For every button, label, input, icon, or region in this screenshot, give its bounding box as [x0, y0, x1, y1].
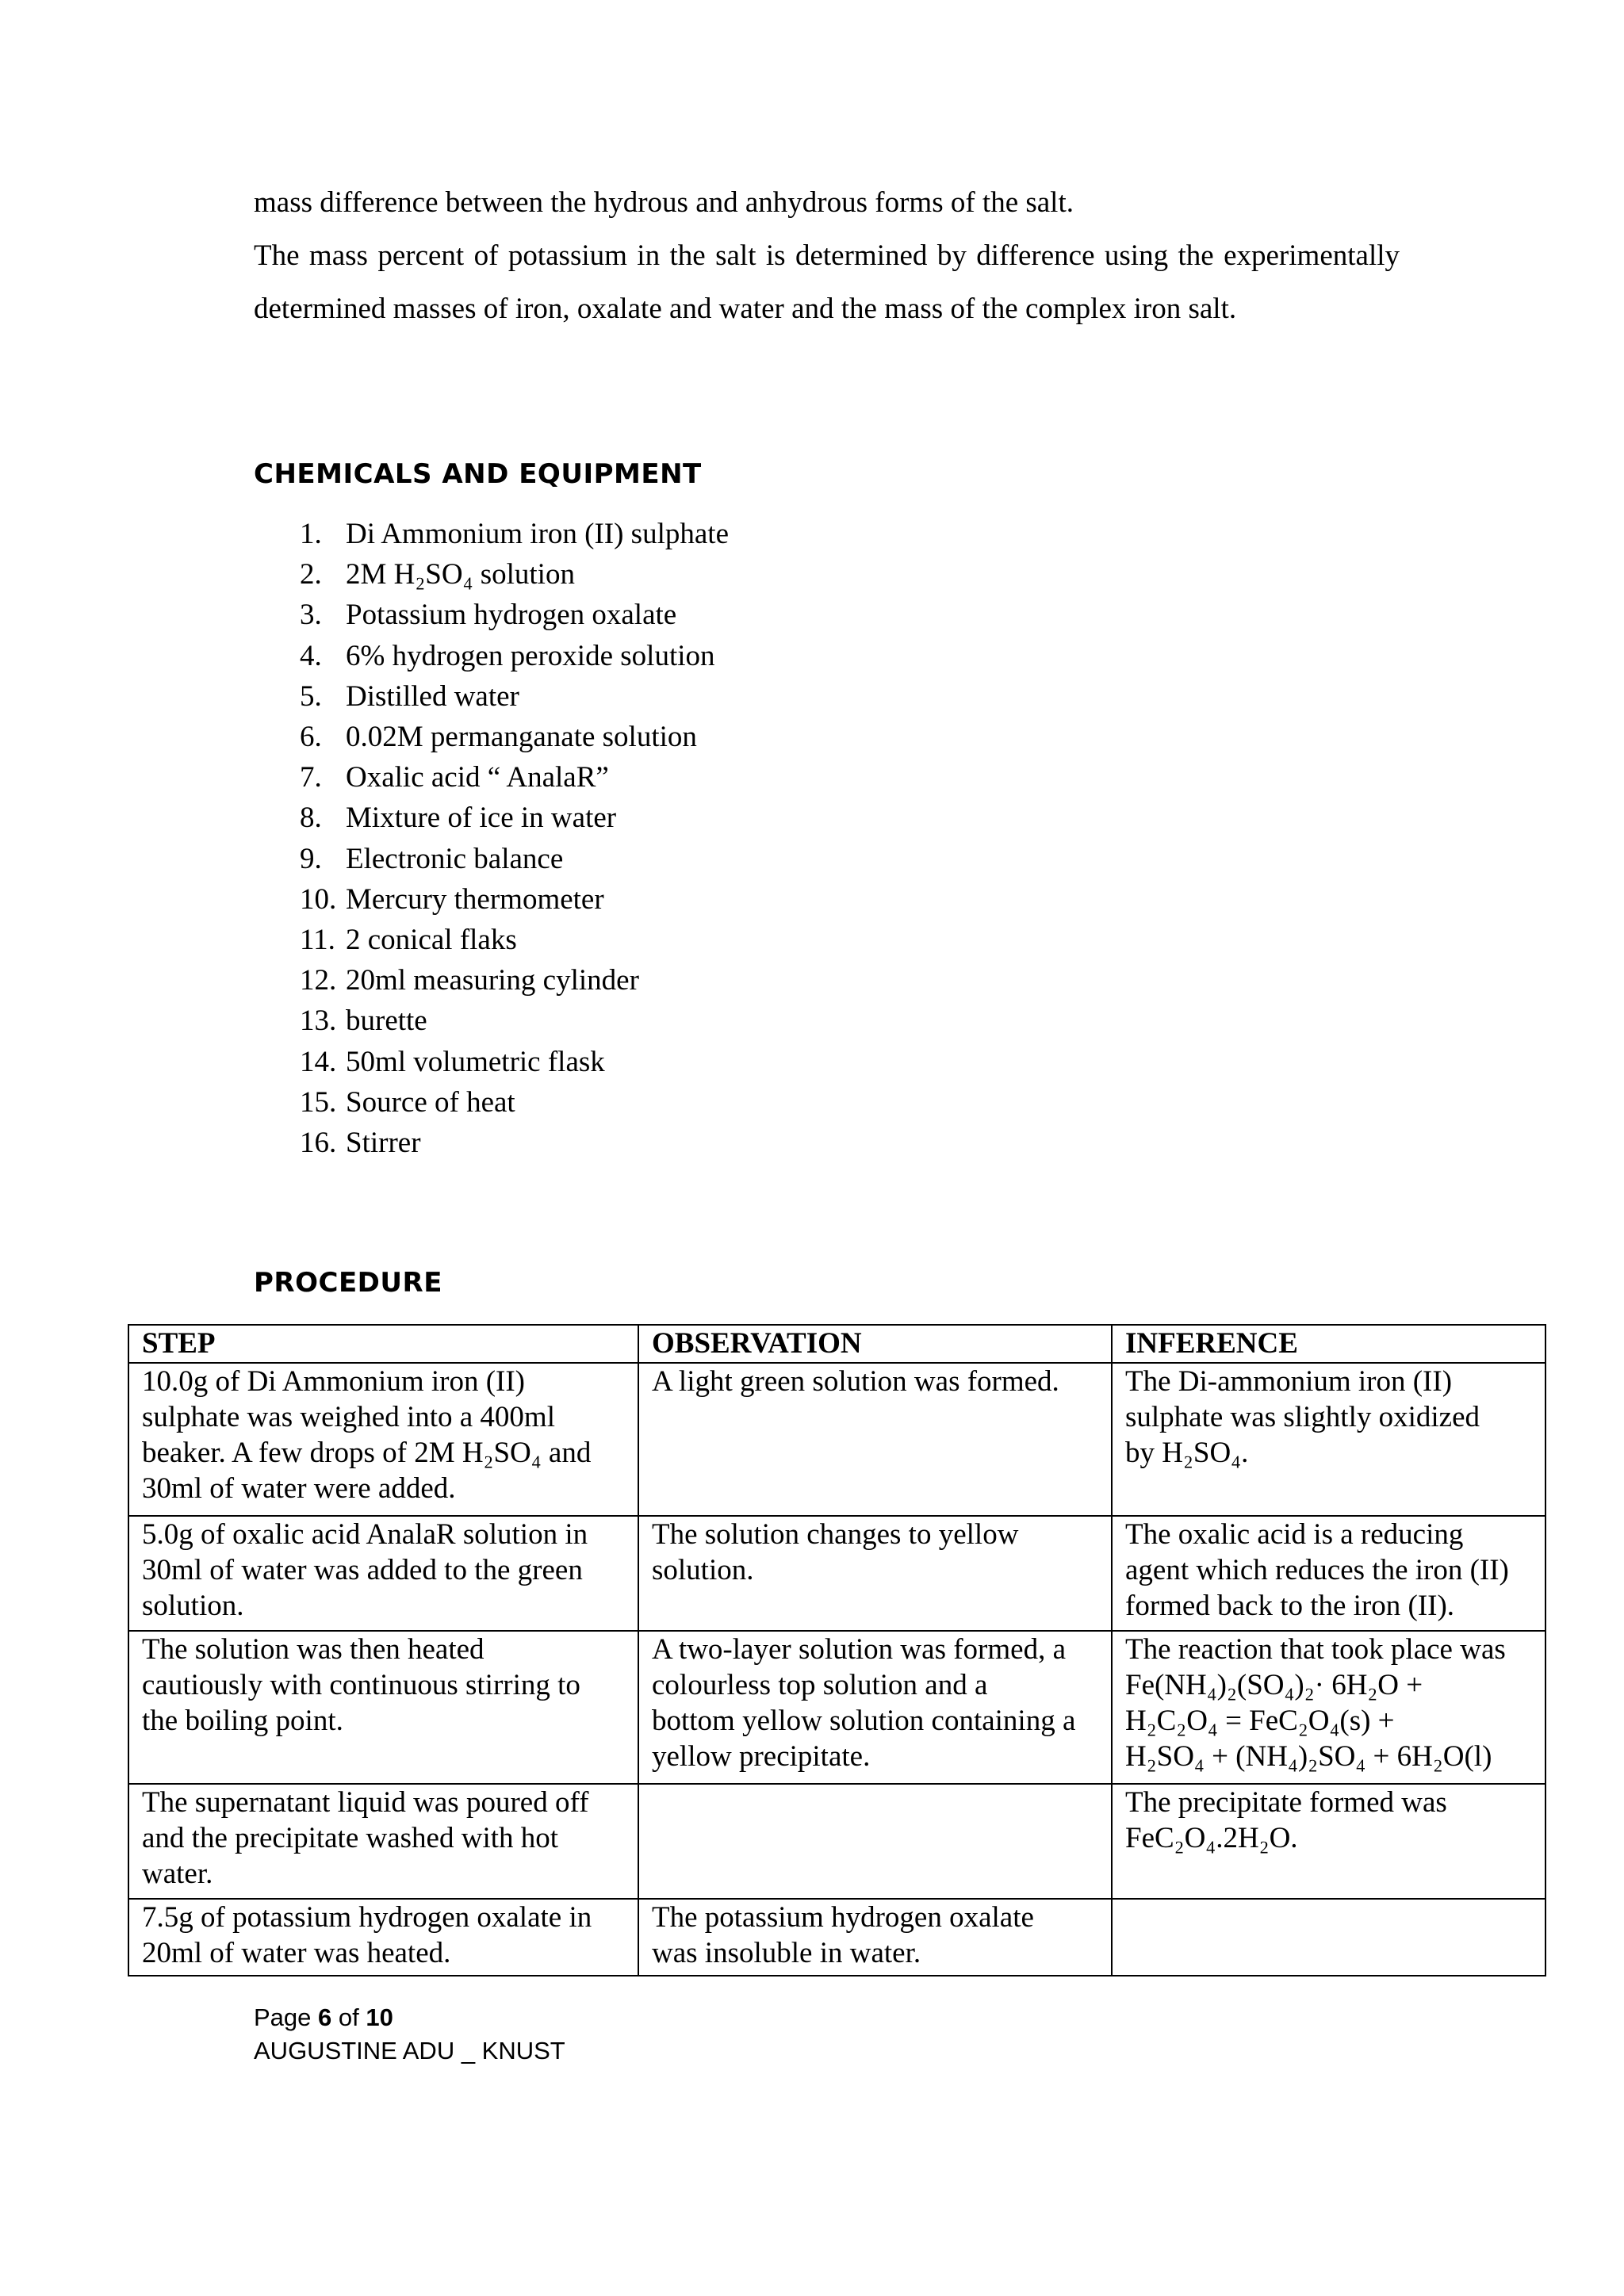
- page-number: [254, 2001, 565, 2034]
- of-word: of: [338, 2003, 359, 2031]
- cell-observation: [638, 1631, 1112, 1784]
- cell-text-line: The precipitate formed was: [1125, 1786, 1447, 1819]
- cell-text-line: 10.0g of Di Ammonium iron (II): [142, 1365, 526, 1398]
- cell-text-line: Fe(NH₄)₂(SO₄)₂· 6H₂O +: [1125, 1669, 1423, 1701]
- list-item-text: Potassium hydrogen oxalate: [346, 599, 677, 632]
- list-item-text: Mixture of ice in water: [346, 802, 617, 835]
- cell-text-line: 7.5g of potassium hydrogen oxalate in: [142, 1901, 592, 1934]
- cell-text-line: sulphate was slightly oxidized: [1125, 1401, 1480, 1433]
- list-item: [300, 554, 729, 595]
- cell-inference: [1112, 1631, 1545, 1784]
- list-item: [300, 676, 729, 717]
- cell-text-line: sulphate was weighed into a 400ml: [142, 1401, 555, 1433]
- list-item-text: 20ml measuring cylinder: [346, 964, 639, 997]
- list-item-number: 2.: [300, 558, 322, 591]
- list-item: [300, 1123, 729, 1163]
- cell-text-line: bottom yellow solution containing a: [652, 1705, 1076, 1737]
- cell-text-line: by H₂SO₄.: [1125, 1437, 1249, 1469]
- page-total: 10: [366, 2003, 393, 2031]
- cell-step: [128, 1363, 638, 1516]
- list-item: [300, 717, 729, 757]
- cell-text-line: water.: [142, 1858, 213, 1890]
- column-header-inference: INFERENCE: [1112, 1325, 1545, 1363]
- cell-observation: [638, 1363, 1112, 1516]
- cell-text-line: beaker. A few drops of 2M H₂SO₄ and: [142, 1437, 592, 1469]
- page-word: Page: [254, 2003, 312, 2031]
- cell-inference: [1112, 1516, 1545, 1631]
- cell-step: [128, 1516, 638, 1631]
- list-item: [300, 636, 729, 676]
- cell-text-line: The reaction that took place was: [1125, 1633, 1506, 1666]
- list-item: [300, 839, 729, 879]
- page-current: 6: [318, 2003, 332, 2031]
- cell-text-line: 30ml of water was added to the green: [142, 1554, 583, 1586]
- list-item: [300, 960, 729, 1001]
- column-header-step: STEP: [128, 1325, 638, 1363]
- list-item: [300, 920, 729, 960]
- cell-observation: [638, 1516, 1112, 1631]
- list-item: [300, 879, 729, 920]
- cell-text-line: H₂SO₄ + (NH₄)₂SO₄ + 6H₂O(l): [1125, 1740, 1492, 1773]
- author-line: AUGUSTINE ADU _ KNUST: [254, 2037, 565, 2064]
- cell-text-line: solution.: [142, 1590, 244, 1622]
- list-item-text: 2 conical flaks: [346, 924, 517, 957]
- cell-text-line: solution.: [652, 1554, 754, 1586]
- cell-text-line: agent which reduces the iron (II): [1125, 1554, 1509, 1586]
- cell-text-line: The solution was then heated: [142, 1633, 485, 1666]
- list-item: [300, 595, 729, 635]
- cell-text-line: colourless top solution and a: [652, 1669, 988, 1701]
- cell-observation: [638, 1899, 1112, 1976]
- cell-text-line: The Di-ammonium iron (II): [1125, 1365, 1453, 1398]
- list-item-number: 9.: [300, 842, 322, 875]
- intro-line-1: mass difference between the hydrous and anhydrous forms of the salt.: [254, 186, 1074, 219]
- table-header-row: [128, 1325, 1545, 1363]
- list-item-number: 12.: [300, 964, 337, 997]
- list-item-text: 2M H₂SO₄ solution: [346, 558, 575, 591]
- cell-text-line: was insoluble in water.: [652, 1937, 921, 1969]
- list-item-text: 0.02M permanganate solution: [346, 721, 697, 754]
- list-item-number: 7.: [300, 761, 322, 794]
- equipment-list: [300, 514, 729, 1163]
- page-footer: [254, 2001, 565, 2068]
- cell-step: [128, 1631, 638, 1784]
- procedure-table: [128, 1324, 1546, 1976]
- list-item-number: 14.: [300, 1045, 337, 1078]
- list-item-text: Oxalic acid “ AnalaR”: [346, 761, 609, 794]
- list-item-number: 6.: [300, 721, 322, 754]
- list-item-text: 50ml volumetric flask: [346, 1045, 605, 1078]
- list-item-number: 1.: [300, 518, 322, 550]
- cell-observation: [638, 1784, 1112, 1899]
- procedure-heading: PROCEDURE: [254, 1267, 442, 1299]
- cell-text-line: The supernatant liquid was poured off: [142, 1786, 589, 1819]
- list-item-text: Source of heat: [346, 1085, 515, 1119]
- cell-text-line: A light green solution was formed.: [652, 1365, 1059, 1398]
- cell-text-line: yellow precipitate.: [652, 1740, 871, 1773]
- cell-text-line: FeC₂O₄.2H₂O.: [1125, 1822, 1298, 1854]
- cell-text-line: cautiously with continuous stirring to: [142, 1669, 580, 1701]
- list-item-number: 13.: [300, 1004, 337, 1038]
- list-item-number: 15.: [300, 1085, 337, 1119]
- cell-inference: [1112, 1784, 1545, 1899]
- list-item-text: Distilled water: [346, 679, 519, 713]
- list-item-number: 3.: [300, 599, 322, 632]
- table-row: [128, 1363, 1545, 1516]
- list-item-number: 16.: [300, 1127, 337, 1160]
- cell-inference: [1112, 1899, 1545, 1976]
- table-row: [128, 1631, 1545, 1784]
- cell-text-line: A two-layer solution was formed, a: [652, 1633, 1066, 1666]
- table-row: [128, 1784, 1545, 1899]
- list-item-text: Stirrer: [346, 1127, 421, 1160]
- list-item: [300, 1001, 729, 1041]
- list-item-number: 10.: [300, 882, 337, 916]
- list-item-number: 5.: [300, 679, 322, 713]
- cell-text-line: H₂C₂O₄ = FeC₂O₄(s) +: [1125, 1705, 1395, 1737]
- cell-text-line: 5.0g of oxalic acid AnalaR solution in: [142, 1518, 588, 1551]
- list-item-text: Electronic balance: [346, 842, 564, 875]
- list-item: [300, 757, 729, 798]
- cell-text-line: and the precipitate washed with hot: [142, 1822, 559, 1854]
- cell-text-line: the boiling point.: [142, 1705, 343, 1737]
- cell-text-line: formed back to the iron (II).: [1125, 1590, 1455, 1622]
- intro-text: [254, 176, 1400, 335]
- list-item-number: 11.: [300, 924, 335, 957]
- procedure-table-body: [128, 1363, 1545, 1976]
- list-item-text: Di Ammonium iron (II) sulphate: [346, 518, 729, 550]
- cell-text-line: 20ml of water was heated.: [142, 1937, 451, 1969]
- cell-step: [128, 1784, 638, 1899]
- list-item: [300, 514, 729, 554]
- list-item: [300, 1042, 729, 1082]
- list-item: [300, 1082, 729, 1123]
- table-row: [128, 1516, 1545, 1631]
- list-item-text: 6% hydrogen peroxide solution: [346, 639, 715, 672]
- list-item-number: 8.: [300, 802, 322, 835]
- list-item-number: 4.: [300, 639, 322, 672]
- chemicals-heading: CHEMICALS AND EQUIPMENT: [254, 458, 702, 490]
- cell-inference: [1112, 1363, 1545, 1516]
- table-row: [128, 1899, 1545, 1976]
- cell-text-line: 30ml of water were added.: [142, 1472, 456, 1505]
- cell-text-line: The solution changes to yellow: [652, 1518, 1019, 1551]
- cell-step: [128, 1899, 638, 1976]
- list-item-text: Mercury thermometer: [346, 882, 604, 916]
- list-item-text: burette: [346, 1004, 427, 1038]
- intro-paragraph-2: The mass percent of potassium in the salt is determined by difference using the experimentally determined masses of iron, oxalate and water and the mass of the complex iron salt.: [254, 239, 1400, 325]
- list-item: [300, 798, 729, 838]
- cell-text-line: The potassium hydrogen oxalate: [652, 1901, 1034, 1934]
- column-header-observation: OBSERVATION: [638, 1325, 1112, 1363]
- cell-text-line: The oxalic acid is a reducing: [1125, 1518, 1464, 1551]
